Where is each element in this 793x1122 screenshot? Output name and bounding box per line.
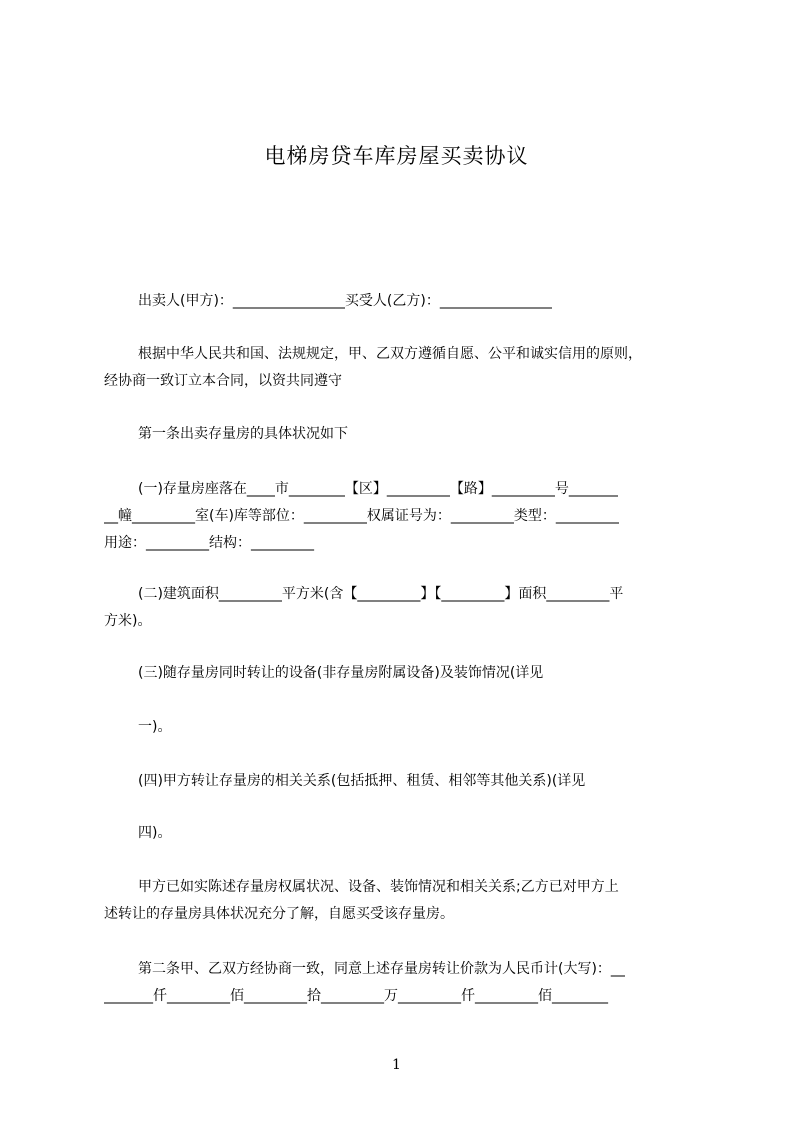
document-title: 电梯房贷车库房屋买卖协议 [264, 144, 529, 168]
clause-3-line-2: 一)。 [138, 719, 172, 735]
clause-1-line-3: 用途：_________结构：_________ [104, 535, 314, 551]
clause-1-line-1: (一)存量房座落在____市________【区】_________【路】_________号_______ [138, 481, 618, 497]
clause-3-line-1: (三)随存量房同时转让的设备(非存量房附属设备)及装饰情况(详见 [138, 665, 544, 681]
page-number: 1 [392, 1057, 401, 1073]
clause-4-line-1: (四)甲方转让存量房的相关关系(包括抵押、租赁、相邻等其他关系)(详见 [138, 773, 586, 789]
article-2-line-2: _______仟_________佰_________拾_________万_________仟_________佰________ [104, 988, 608, 1004]
statement-line-1: 甲方已如实陈述存量房权属状况、设备、装饰情况和相关关系;乙方已对甲方上 [138, 879, 619, 895]
statement-line-2: 述转让的存量房具体状况充分了解，自愿买受该存量房。 [104, 906, 454, 922]
clause-2-line-2: 方米)。 [104, 613, 152, 629]
article-2-line-1: 第二条甲、乙双方经协商一致，同意上述存量房转让价款为人民币计(大写)：__ [138, 961, 625, 977]
article-1-heading: 第一条出卖存量房的具体状况如下 [138, 426, 348, 442]
paragraph-intro-line-1: 根据中华人民共和国、法规规定，甲、乙双方遵循自愿、公平和诚实信用的原则， [138, 346, 642, 362]
parties-line: 出卖人(甲方)：________________买受人(乙方)：________________ [138, 293, 552, 309]
clause-4-line-2: 四)。 [138, 825, 172, 841]
clause-1-line-2: __幢_________室(车)库等部位：_________权属证号为：_________类型：_________ [104, 508, 619, 524]
paragraph-intro-line-2: 经协商一致订立本合同，以资共同遵守 [104, 373, 342, 389]
clause-2-line-1: (二)建筑面积_________平方米(含【_________】【_________】面积_________平 [138, 586, 624, 602]
